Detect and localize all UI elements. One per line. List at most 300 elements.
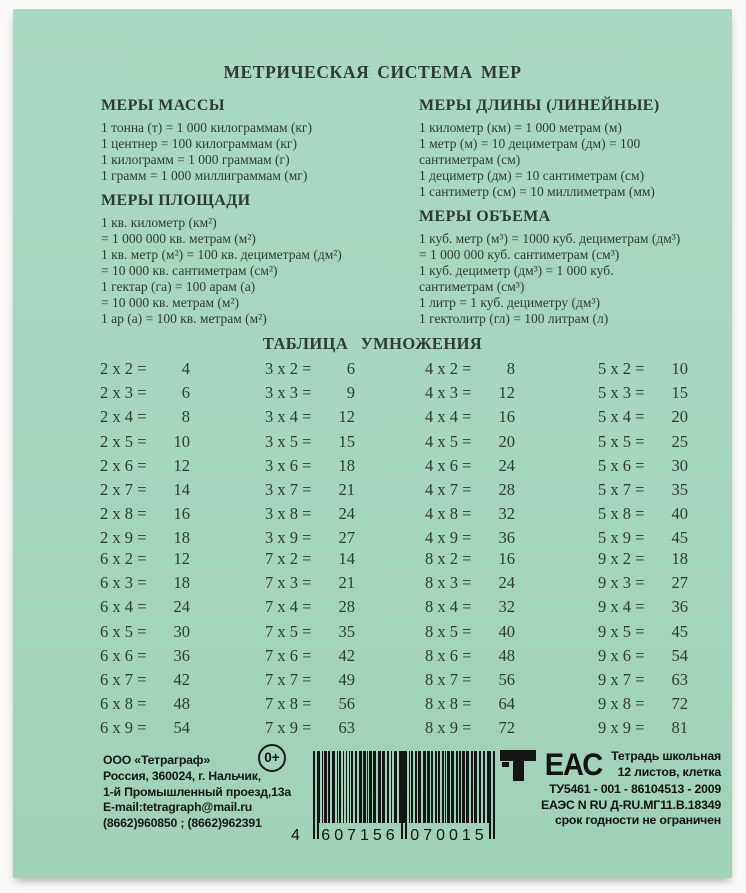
equation-result: 24 [498,455,515,475]
equation-result: 16 [498,407,515,427]
equation-expression: 3 x 9 = [265,528,312,548]
product-line: 12 листов, клетка [617,764,721,779]
barcode-bar [394,751,397,823]
measure-line: 1 ар (а) = 100 кв. метрам (м²) [101,311,267,326]
equation-result: 21 [338,479,355,499]
equation-expression: 3 x 5 = [265,431,312,451]
product-info [475,749,721,829]
equation-expression: 8 x 9 = [425,718,472,738]
equation-result: 8 [506,359,515,378]
multiplication-equation [598,644,688,668]
multiplication-equation [100,595,190,619]
barcode-bar [343,751,344,823]
multiplication-equation [100,547,190,571]
equation-expression: 4 x 3 = [425,383,472,403]
equation-expression: 8 x 5 = [425,621,472,641]
equation-expression: 6 x 9 = [100,718,147,738]
equation-result: 25 [671,431,688,451]
barcode-bar [459,751,461,823]
equation-result: 4 [181,359,190,378]
equation-expression: 4 x 2 = [425,359,472,378]
barcode-bars [313,751,495,823]
multiplication-equation [100,357,190,381]
measure-line: 1 килограмм = 1 000 граммам (г) [101,152,290,167]
equation-result: 48 [498,645,515,665]
equation-result: 15 [338,431,355,451]
publisher-line: E-mail:tetragraph@mail.ru [103,800,253,815]
logo-shape [502,762,509,767]
barcode-bar [418,751,421,823]
equation-expression: 3 x 4 = [265,407,312,427]
multiplication-equation [100,430,190,454]
multiplication-block-2 [13,547,732,743]
equation-result: 56 [338,694,355,714]
barcode-bar [369,751,372,823]
barcode-bar [349,751,350,823]
equation-result: 30 [173,621,190,641]
product-line: срок годности не ограничен [554,813,721,827]
equation-expression: 5 x 3 = [598,383,645,403]
equation-result: 6 [181,383,190,403]
equation-expression: 6 x 6 = [100,645,147,665]
barcode-bar [324,751,327,823]
equation-expression: 4 x 8 = [425,504,472,524]
barcode-bar [373,751,376,823]
equation-expression: 9 x 9 = [598,718,645,738]
barcode-bar [442,751,444,823]
equation-result: 54 [671,645,688,665]
multiplication-equation [598,547,688,571]
barcode-digits-right: 070015 [410,827,488,844]
equation-expression: 7 x 2 = [265,549,312,568]
equation-expression: 4 x 9 = [425,528,472,548]
multiplication-equation [265,357,355,381]
publisher-line: (8662)960850 ; (8662)962391 [103,816,262,831]
barcode-lead-digit: 4 [291,827,300,844]
measure-line: 1 гектар (га) = 100 арам (а) [101,279,256,294]
equation-result: 63 [671,669,688,689]
multiplication-equation [598,595,688,619]
equation-result: 35 [338,621,355,641]
multiplication-equation [598,430,688,454]
equation-expression: 9 x 5 = [598,621,645,641]
equation-result: 24 [498,573,515,593]
equation-result: 16 [498,549,515,568]
barcode-bar [451,751,454,823]
section-area-lines [101,215,419,327]
equation-expression: 8 x 3 = [425,573,472,593]
barcode-bar [423,751,426,823]
section-length-lines [419,120,731,200]
barcode-bar [359,751,362,823]
multiplication-equation [598,668,688,692]
eac-mark-icon: ЕАС [544,747,603,783]
equation-expression: 5 x 5 = [598,431,645,451]
equation-expression: 9 x 3 = [598,573,645,593]
product-info-logos-row [475,749,721,781]
equation-expression: 3 x 7 = [265,479,312,499]
equation-result: 56 [498,669,515,689]
equation-result: 36 [671,597,688,617]
equation-result: 12 [498,383,515,403]
measure-line: 1 литр = 1 куб. дециметру (дм³) [419,295,601,310]
equation-expression: 5 x 4 = [598,407,645,427]
multiplication-equation [598,716,688,740]
measure-line: сантиметрам (см³) [419,279,525,294]
equation-expression: 7 x 8 = [265,694,312,714]
equation-result: 8 [181,407,190,427]
equation-result: 72 [498,718,515,738]
multiplication-column [425,547,515,741]
measure-line: = 10 000 кв. метрам (м²) [101,295,240,310]
multiplication-equation [598,478,688,502]
product-title-lines [611,749,721,780]
equation-result: 32 [498,504,515,524]
barcode [265,749,497,861]
equation-expression: 7 x 3 = [265,573,312,593]
multiplication-equation [425,716,515,740]
barcode-bar [431,751,433,823]
multiplication-equation [265,502,355,526]
barcode-bar [339,751,341,823]
multiplication-equation [265,547,355,571]
barcode-bar [447,751,450,823]
right-column [419,96,731,327]
equation-result: 40 [498,621,515,641]
equation-expression: 7 x 4 = [265,597,312,617]
equation-expression: 2 x 2 = [100,359,147,378]
equation-expression: 5 x 2 = [598,359,645,378]
measure-line: 1 кв. метр (м²) = 100 кв. дециметрам (дм²) [101,247,342,262]
equation-expression: 4 x 7 = [425,479,472,499]
barcode-bar [351,751,353,823]
publisher-line: 1-й Промышленный проезд,13а [103,784,292,799]
equation-result: 63 [338,718,355,738]
equation-expression: 2 x 6 = [100,455,147,475]
multiplication-equation [265,381,355,405]
logo-shape [513,761,524,781]
equation-expression: 6 x 3 = [100,573,147,593]
multiplication-column [425,357,515,551]
equation-result: 14 [173,479,190,499]
equation-result: 64 [498,694,515,714]
barcode-bar [363,751,366,823]
equation-result: 18 [173,573,190,593]
logo-shape [500,750,536,761]
equation-result: 24 [338,504,355,524]
equation-expression: 8 x 4 = [425,597,472,617]
equation-expression: 2 x 7 = [100,479,147,499]
multiplication-equation [425,502,515,526]
equation-result: 27 [671,573,688,593]
barcode-bar [382,751,385,823]
equation-result: 28 [338,597,355,617]
barcode-bar [466,751,469,823]
age-rating-badge: 0+ [258,744,286,772]
equation-expression: 9 x 8 = [598,694,645,714]
section-heading-volume: МЕРЫ ОБЪЕМА [419,208,551,225]
equation-result: 10 [173,431,190,451]
barcode-guard-left [313,751,315,839]
multiplication-column [598,547,688,741]
measure-line: 1 кв. километр (км²) [101,215,217,230]
barcode-bar [445,751,446,823]
multiplication-equation [425,668,515,692]
multiplication-equation [100,454,190,478]
barcode-guard-middle [401,751,403,839]
page-title: МЕТРИЧЕСКАЯ СИСТЕМА МЕР [223,62,522,82]
equation-result: 10 [671,359,688,378]
multiplication-equation [598,357,688,381]
equation-result: 14 [338,549,355,568]
multiplication-equation [265,405,355,429]
equation-result: 42 [173,669,190,689]
equation-result: 20 [671,407,688,427]
multiplication-equation [598,620,688,644]
equation-result: 54 [173,718,190,738]
multiplication-equation [100,620,190,644]
equation-expression: 7 x 7 = [265,669,312,689]
equation-expression: 7 x 6 = [265,645,312,665]
multiplication-equation [425,478,515,502]
multiplication-column [100,547,190,741]
multiplication-equation [425,692,515,716]
barcode-bar [456,751,458,823]
multiplication-equation [100,644,190,668]
section-mass-lines [101,120,419,184]
barcode-bar [319,751,320,823]
barcode-digits-left: 607156 [321,827,399,844]
barcode-bar [378,751,381,823]
multiplication-equation [265,430,355,454]
equation-result: 45 [671,528,688,548]
equation-result: 40 [671,504,688,524]
multiplication-equation [425,357,515,381]
equation-expression: 8 x 6 = [425,645,472,665]
equation-expression: 6 x 7 = [100,669,147,689]
equation-expression: 4 x 5 = [425,431,472,451]
measure-line: сантиметрам (см) [419,152,521,167]
multiplication-column [598,357,688,551]
publisher-line: Россия, 360024, г. Нальчик, [103,768,261,783]
publisher-line: ООО «Тетраграф» [103,753,210,767]
barcode-bar [427,751,430,823]
section-volume-lines [419,231,731,327]
multiplication-equation [598,454,688,478]
multiplication-equation [425,571,515,595]
equation-expression: 2 x 8 = [100,504,147,524]
barcode-bar [471,751,473,823]
barcode-bar [337,751,338,823]
multiplication-equation [425,547,515,571]
multiplication-equation [100,716,190,740]
equation-result: 21 [338,573,355,593]
measure-line: 1 гектолитр (гл) = 100 литрам (л) [419,311,609,326]
barcode-bar [438,751,440,823]
equation-expression: 2 x 4 = [100,407,147,427]
equation-expression: 6 x 5 = [100,621,147,641]
barcode-bar [355,751,357,823]
barcode-bar [435,751,437,823]
measure-line: 1 тонна (т) = 1 000 килограммам (кг) [101,120,312,135]
multiplication-equation [425,595,515,619]
equation-result: 27 [338,528,355,548]
equation-expression: 5 x 8 = [598,504,645,524]
barcode-bar [411,751,413,823]
multiplication-column [100,357,190,551]
equation-result: 12 [173,549,190,568]
equation-result: 72 [671,694,688,714]
multiplication-equation [265,644,355,668]
product-line: ЕАЭС N RU Д-RU.МГ11.В.18349 [540,797,721,812]
left-column [101,96,419,327]
equation-result: 36 [498,528,515,548]
equation-expression: 2 x 9 = [100,528,147,548]
barcode-bar [346,751,347,823]
section-heading-mass: МЕРЫ МАССЫ [101,97,225,114]
multiplication-equation [265,668,355,692]
barcode-bar [391,751,392,823]
multiplication-equation [265,692,355,716]
equation-expression: 3 x 2 = [265,359,312,378]
multiplication-equation [425,430,515,454]
equation-expression: 4 x 6 = [425,455,472,475]
barcode-bar [409,751,410,823]
equation-expression: 9 x 6 = [598,645,645,665]
section-heading-area: МЕРЫ ПЛОЩАДИ [101,192,251,209]
product-line: Тетрадь школьная [611,749,721,763]
multiplication-equation [100,478,190,502]
multiplication-equation [265,571,355,595]
equation-result: 45 [671,621,688,641]
equation-expression: 7 x 9 = [265,718,312,738]
barcode-bar [322,751,323,823]
multiplication-equation [425,381,515,405]
multiplication-equation [598,692,688,716]
equation-result: 42 [338,645,355,665]
equation-result: 36 [173,645,190,665]
multiplication-equation [100,405,190,429]
measure-line: 1 куб. метр (м³) = 1000 куб. дециметрам (дм³) [419,231,681,246]
equation-expression: 9 x 4 = [598,597,645,617]
multiplication-title: ТАБЛИЦА УМНОЖЕНИЯ [262,334,483,353]
multiplication-equation [598,381,688,405]
equation-result: 18 [671,549,688,568]
equation-expression: 6 x 4 = [100,597,147,617]
equation-result: 35 [671,479,688,499]
equation-expression: 5 x 7 = [598,479,645,499]
multiplication-column [265,547,355,741]
multiplication-equation [265,716,355,740]
measure-line: 1 сантиметр (см) = 10 миллиметрам (мм) [419,184,655,199]
notebook-back-cover [13,9,732,878]
measure-line: = 1 000 000 куб. сантиметрам (см³) [419,247,620,262]
equation-result: 48 [173,694,190,714]
equation-expression: 6 x 2 = [100,549,147,568]
equation-expression: 4 x 4 = [425,407,472,427]
measure-line: 1 центнер = 100 килограммам (кг) [101,136,297,151]
equation-expression: 8 x 8 = [425,694,472,714]
equation-result: 12 [173,455,190,475]
equation-expression: 9 x 2 = [598,549,645,568]
barcode-bar [332,751,335,823]
equation-result: 9 [346,383,355,403]
equation-expression: 2 x 5 = [100,431,147,451]
multiplication-equation [265,620,355,644]
multiplication-equation [265,595,355,619]
equation-result: 18 [173,528,190,548]
equation-result: 30 [671,455,688,475]
equation-result: 18 [338,455,355,475]
measure-line: 1 километр (км) = 1 000 метрам (м) [419,120,622,135]
equation-expression: 5 x 9 = [598,528,645,548]
multiplication-equation [100,571,190,595]
equation-expression: 9 x 7 = [598,669,645,689]
equation-result: 24 [173,597,190,617]
multiplication-equation [598,502,688,526]
multiplication-equation [100,692,190,716]
barcode-bar [406,751,407,823]
measure-line: 1 метр (м) = 10 дециметрам (дм) = 100 [419,136,641,151]
equation-expression: 6 x 8 = [100,694,147,714]
multiplication-equation [425,644,515,668]
multiplication-block-1 [13,357,732,553]
equation-result: 81 [671,718,688,738]
equation-expression: 8 x 2 = [425,549,472,568]
multiplication-equation [598,571,688,595]
measure-line: 1 дециметр (дм) = 10 сантиметрам (см) [419,168,645,183]
barcode-bar [328,751,330,823]
multiplication-equation [265,454,355,478]
equation-result: 49 [338,669,355,689]
equation-expression: 3 x 3 = [265,383,312,403]
equation-result: 15 [671,383,688,403]
equation-expression: 8 x 7 = [425,669,472,689]
equation-expression: 3 x 6 = [265,455,312,475]
product-line: ТУ5461 - 001 - 86104513 - 2009 [549,782,721,796]
equation-expression: 3 x 8 = [265,504,312,524]
barcode-bar [317,751,318,823]
equation-expression: 2 x 3 = [100,383,147,403]
multiplication-equation [425,405,515,429]
equation-result: 6 [346,359,355,378]
equation-result: 28 [498,479,515,499]
barcode-bar [387,751,389,823]
multiplication-equation [598,405,688,429]
equation-expression: 5 x 6 = [598,455,645,475]
multiplication-equation [425,454,515,478]
equation-expression: 7 x 5 = [265,621,312,641]
multiplication-equation [425,620,515,644]
multiplication-equation [100,502,190,526]
equation-result: 20 [498,431,515,451]
section-heading-length: МЕРЫ ДЛИНЫ (ЛИНЕЙНЫЕ) [419,97,660,114]
measure-line: 1 куб. дециметр (дм³) = 1 000 куб. [419,263,614,278]
equation-result: 32 [498,597,515,617]
multiplication-equation [265,478,355,502]
tetragraph-logo-icon [500,749,536,781]
barcode-bar [367,751,368,823]
multiplication-equation [100,668,190,692]
measure-line: 1 грамм = 1 000 миллиграммам (мг) [101,168,308,183]
barcode-bar [415,751,417,823]
multiplication-column [265,357,355,551]
equation-result: 12 [338,407,355,427]
multiplication-equation [100,381,190,405]
measure-line: = 1 000 000 кв. метрам (м²) [101,231,256,246]
measure-line: = 10 000 кв. сантиметрам (см²) [101,263,278,278]
equation-result: 16 [173,504,190,524]
